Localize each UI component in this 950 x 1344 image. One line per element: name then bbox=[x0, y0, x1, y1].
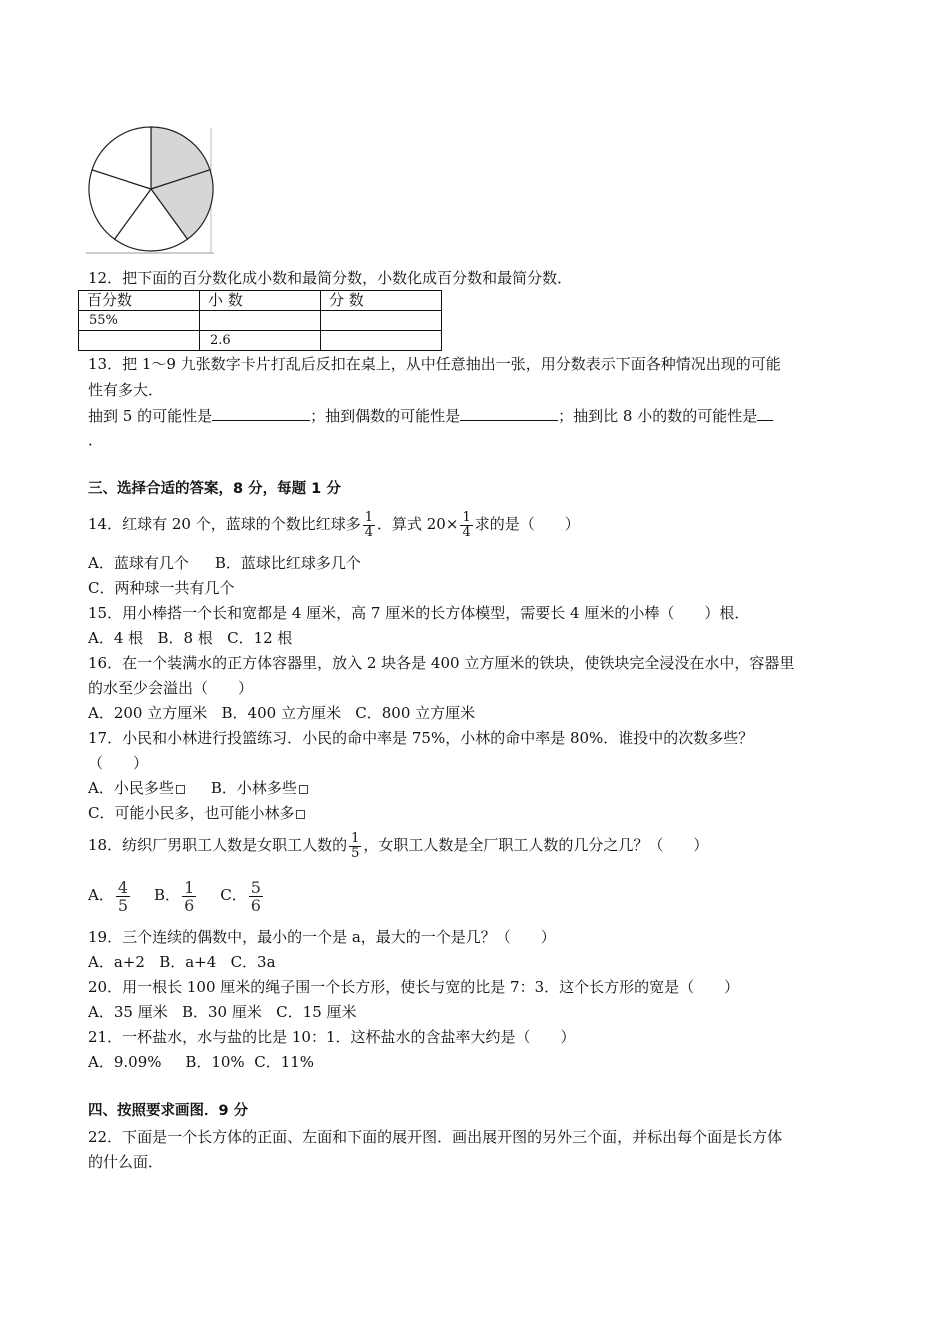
q14-part-c: 求的是（ ） bbox=[474, 515, 580, 533]
q17-option-c-line bbox=[88, 803, 305, 823]
q17-line1: 17．小民和小林进行投篮练习．小民的命中率是 75%，小林的命中率是 80%．谁投中的次数多些？ bbox=[88, 729, 754, 747]
fraction-denominator: 4 bbox=[364, 524, 373, 540]
q18-part-b: ，女职工人数是全厂职工人数的几分之几？（ ） bbox=[363, 836, 709, 854]
q13-p3: ；抽到比 8 小的数的可能性是 bbox=[558, 407, 758, 425]
fraction-denominator: 6 bbox=[250, 895, 261, 915]
q14-option-c: C．两种球一共有几个 bbox=[88, 579, 235, 597]
q12-table bbox=[78, 290, 442, 351]
q14-fraction-1 bbox=[363, 511, 375, 540]
table-header-percent: 百分数 bbox=[79, 291, 200, 311]
answer-blank-2[interactable] bbox=[460, 405, 558, 421]
fraction-numerator: 1 bbox=[364, 509, 373, 525]
q18-option-b-label: B． bbox=[154, 886, 181, 904]
q19-options: A．a+2 B．a+4 C．3a bbox=[88, 953, 276, 971]
q19-text: 19．三个连续的偶数中，最小的一个是 a，最大的一个是几？（ ） bbox=[88, 928, 556, 946]
q21-text: 21．一杯盐水，水与盐的比是 10：1．这杯盐水的含盐率大约是（ ） bbox=[88, 1028, 576, 1046]
q13-line1: 13．把 1～9 九张数字卡片打乱后反扣在桌上，从中任意抽出一张，用分数表示下面各种情况出现的可能 bbox=[88, 355, 781, 373]
section3-title: 三、选择合适的答案，8 分，每题 1 分 bbox=[88, 481, 341, 497]
q17-options-ab bbox=[88, 778, 308, 798]
q16-options: A．200 立方厘米 B．400 立方厘米 C．800 立方厘米 bbox=[88, 704, 476, 722]
table-header-fraction: 分 数 bbox=[321, 291, 442, 311]
table-cell: 55% bbox=[79, 311, 200, 331]
q16-line1: 16．在一个装满水的正方体容器里，放入 2 块各是 400 立方厘米的铁块，使铁块完全浸没在水中，容器里 bbox=[88, 654, 795, 672]
table-row bbox=[79, 291, 442, 311]
fraction-numerator: 1 bbox=[351, 830, 360, 846]
fraction-numerator: 4 bbox=[117, 877, 129, 897]
q21-options: A．9.09% B．10% C．11% bbox=[88, 1053, 315, 1071]
table-cell: 2.6 bbox=[200, 331, 321, 351]
fraction-denominator: 4 bbox=[462, 524, 471, 540]
q17-line2: （ ） bbox=[88, 754, 149, 772]
q14-text bbox=[88, 506, 580, 546]
table-cell bbox=[200, 311, 321, 331]
q15-options: A．4 根 B．8 根 C．12 根 bbox=[88, 629, 293, 647]
section4-title: 四、按照要求画图．9 分 bbox=[88, 1103, 249, 1119]
q13-end: ． bbox=[88, 431, 104, 449]
q14-option-a: A．蓝球有几个 bbox=[88, 554, 189, 572]
checkbox-icon bbox=[176, 785, 185, 794]
q20-text: 20．用一根长 100 厘米的绳子围一个长方形，使长与宽的比是 7：3．这个长方形的宽是（ ） bbox=[88, 978, 740, 996]
answer-blank-3[interactable] bbox=[757, 405, 773, 421]
q17-option-a: A．小民多些 bbox=[88, 779, 174, 797]
q13-p2: ；抽到偶数的可能性是 bbox=[310, 407, 461, 425]
table-cell bbox=[321, 311, 442, 331]
table-row bbox=[79, 311, 442, 331]
q18-part-a: 18．纺织厂男职工人数是女职工人数的 bbox=[88, 836, 348, 854]
q22-line1: 22．下面是一个长方体的正面、左面和下面的展开图．画出展开图的另外三个面，并标出每个面是长方体 bbox=[88, 1128, 783, 1146]
q16-line2: 的水至少会溢出（ ） bbox=[88, 679, 254, 697]
fraction-denominator: 5 bbox=[117, 895, 129, 915]
fraction-denominator: 5 bbox=[351, 845, 360, 861]
table-header-decimal: 小 数 bbox=[200, 291, 321, 311]
q12-text: 12．把下面的百分数化成小数和最简分数，小数化成百分数和最简分数． bbox=[88, 269, 573, 287]
q13-p1: 抽到 5 的可能性是 bbox=[88, 407, 213, 425]
q18-option-c-label: C． bbox=[220, 886, 247, 904]
answer-blank-1[interactable] bbox=[212, 405, 310, 421]
q17-option-b: B．小林多些 bbox=[210, 779, 297, 797]
q14-fraction-2 bbox=[460, 511, 472, 540]
table-row bbox=[79, 331, 442, 351]
q18-option-a-label: A． bbox=[88, 886, 114, 904]
table-cell bbox=[321, 331, 442, 351]
q14-part-b: ．算式 20× bbox=[377, 515, 459, 533]
q14-options-ab bbox=[88, 553, 361, 573]
checkbox-icon bbox=[299, 785, 308, 794]
pie-chart-figure bbox=[84, 122, 216, 256]
pie-slices bbox=[89, 127, 213, 251]
q13-line2: 性有多大． bbox=[88, 381, 164, 399]
q13-answer-line bbox=[88, 405, 773, 426]
checkbox-icon bbox=[296, 810, 305, 819]
q14-part-a: 14．红球有 20 个，蓝球的个数比红球多 bbox=[88, 515, 361, 533]
q20-options: A．35 厘米 B．30 厘米 C．15 厘米 bbox=[88, 1003, 357, 1021]
q18-option-c-fraction bbox=[249, 879, 263, 914]
q22-line2: 的什么面． bbox=[88, 1153, 164, 1171]
q14-option-b: B．蓝球比红球多几个 bbox=[214, 554, 361, 572]
q18-option-b-fraction bbox=[182, 879, 196, 914]
q18-option-a-fraction bbox=[116, 879, 130, 914]
q18-text bbox=[88, 825, 708, 869]
fraction-numerator: 5 bbox=[250, 877, 261, 897]
q18-options bbox=[88, 874, 265, 920]
fraction-denominator: 6 bbox=[184, 895, 195, 915]
fraction-numerator: 1 bbox=[462, 509, 471, 525]
q17-option-c: C．可能小民多，也可能小林多 bbox=[88, 804, 295, 822]
table-cell bbox=[79, 331, 200, 351]
q18-fraction bbox=[349, 832, 361, 861]
q15-text: 15．用小棒搭一个长和宽都是 4 厘米，高 7 厘米的长方体模型，需要长 4 厘米的小棒（ ）根． bbox=[88, 604, 750, 622]
fraction-numerator: 1 bbox=[184, 877, 195, 897]
